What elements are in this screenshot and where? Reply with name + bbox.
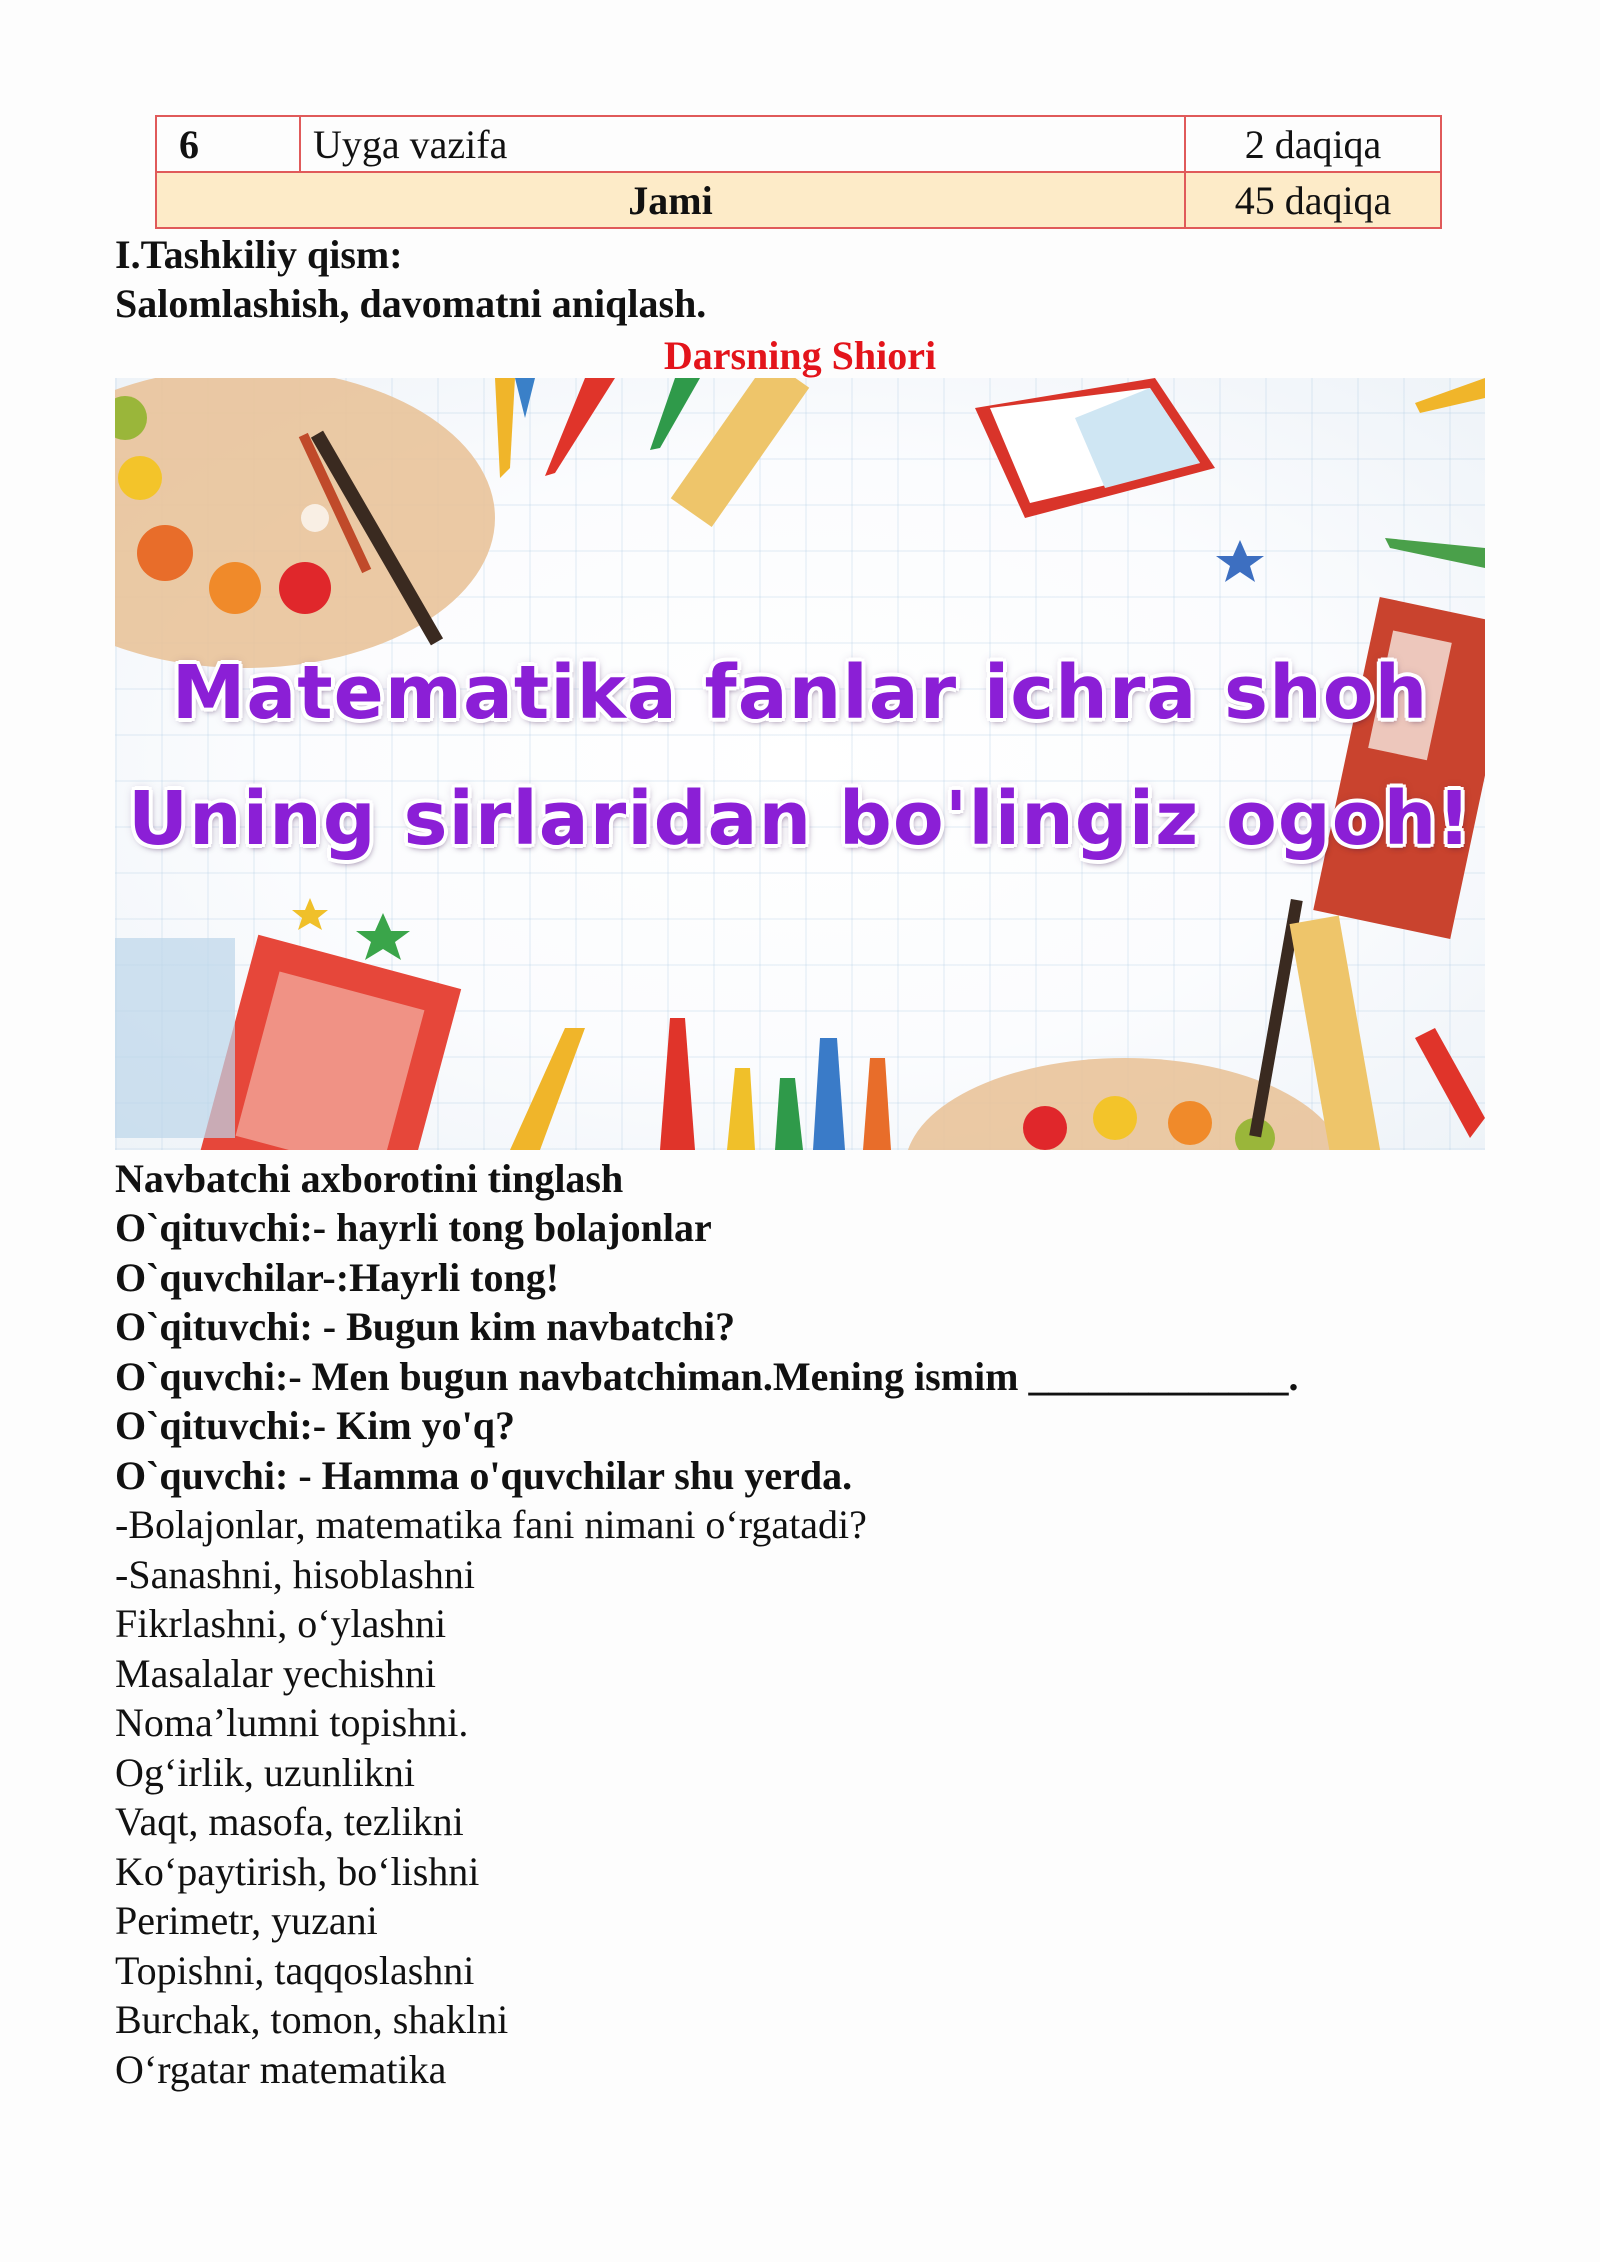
poem-line: Burchak, tomon, shaklni	[115, 1997, 509, 2042]
poem-line: Noma’lumni topishni.	[115, 1700, 469, 1745]
greeting-line: Salomlashish, davomatni aniqlash.	[115, 281, 707, 326]
poem-line: Og‘irlik, uzunlikni	[115, 1750, 415, 1795]
dialogue-line: Navbatchi axborotini tinglash	[115, 1156, 624, 1201]
dialogue-line: O`quvchilar-:Hayrli tong!	[115, 1255, 560, 1300]
row-number: 6	[156, 116, 300, 172]
poem-line: Masalalar yechishni	[115, 1651, 436, 1696]
slogan-line-1: Matematika fanlar ichra shoh	[171, 650, 1429, 736]
poem-line: Perimetr, yuzani	[115, 1898, 378, 1943]
table-total-row	[156, 172, 1441, 228]
dialogue-line: O`qituvchi: - Bugun kim navbatchi?	[115, 1304, 736, 1349]
row-time: 2 daqiqa	[1185, 116, 1441, 172]
section-title: I.Tashkiliy qism:	[115, 232, 403, 277]
dialogue-line: O`quvchi: - Hamma o'quvchilar shu yerda.	[115, 1453, 853, 1498]
table-row	[156, 116, 1441, 172]
slogan-line-2: Uning sirlaridan bo'lingiz ogoh!	[127, 776, 1473, 862]
poem-line: Topishni, taqqoslashni	[115, 1948, 475, 1993]
dialogue-line: O`qituvchi:- hayrli tong bolajonlar	[115, 1205, 712, 1250]
total-time: 45 daqiqa	[1185, 172, 1441, 228]
poem-line: -Sanashni, hisoblashni	[115, 1552, 475, 1597]
dialogue-line: O`quvchi:- Men bugun navbatchiman.Mening ismim _____________.	[115, 1354, 1299, 1399]
poem-line: O‘rgatar matematika	[115, 2047, 447, 2092]
motto-title: Darsning Shiori	[663, 333, 937, 378]
poem-line: -Bolajonlar, matematika fani nimani o‘rgatadi?	[115, 1502, 867, 1547]
motto-banner-image	[115, 378, 1485, 1150]
poem-line: Vaqt, masofa, tezlikni	[115, 1799, 464, 1844]
poem-line: Ko‘paytirish, bo‘lishni	[115, 1849, 480, 1894]
dialogue-line: O`qituvchi:- Kim yo'q?	[115, 1403, 516, 1448]
lesson-plan-table	[155, 115, 1442, 229]
school-supplies-illustration	[115, 378, 1485, 1150]
poem-line: Fikrlashni, o‘ylashni	[115, 1601, 447, 1646]
row-activity: Uyga vazifa	[300, 116, 1185, 172]
total-label: Jami	[156, 172, 1185, 228]
